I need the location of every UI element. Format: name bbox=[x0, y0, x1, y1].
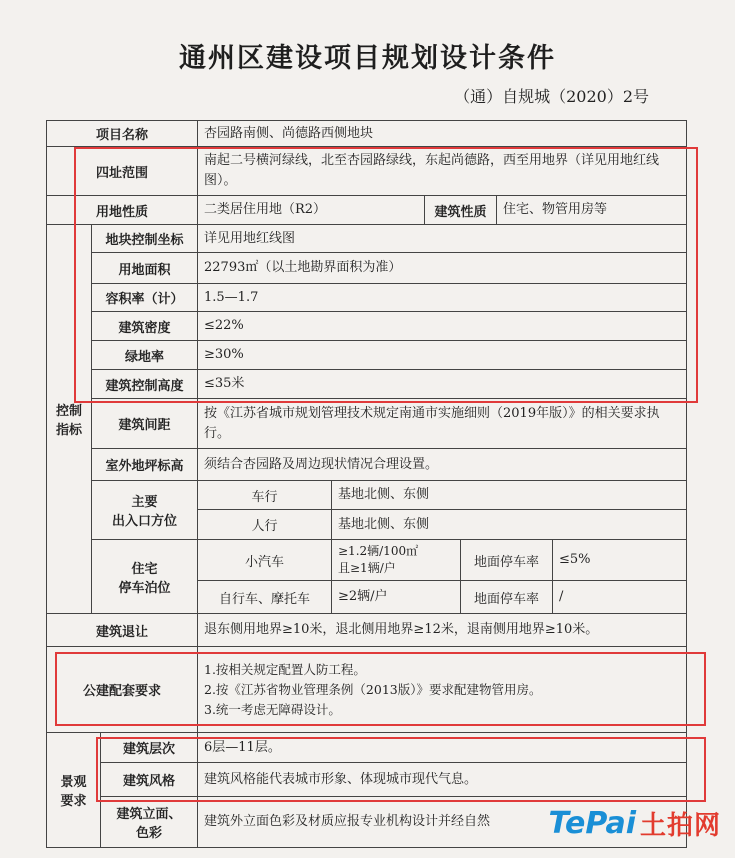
public-facilities-label: 公建配套要求 bbox=[46, 646, 198, 733]
setback-value: 退东侧用地界≥10米，退北侧用地界≥12米，退南侧用地界≥10米。 bbox=[197, 613, 687, 647]
document-number: （通）自规城（2020）2号 bbox=[454, 87, 649, 106]
coord-label: 地块控制坐标 bbox=[91, 224, 198, 253]
bike-label: 自行车、摩托车 bbox=[197, 580, 332, 614]
spacing-label: 建筑间距 bbox=[91, 398, 198, 449]
project-name-label: 项目名称 bbox=[46, 120, 198, 147]
facade-label: 建筑立面、 色彩 bbox=[100, 796, 198, 848]
facade-value: 建筑外立面色彩及材质应报专业机构设计并经自然 bbox=[197, 796, 687, 848]
entrance-label: 主要 出入口方位 bbox=[91, 480, 198, 540]
elevation-value: 须结合杏园路及周边现状情况合理设置。 bbox=[197, 448, 687, 481]
vehicle-label: 车行 bbox=[197, 480, 332, 510]
vehicle-value: 基地北侧、东侧 bbox=[331, 480, 687, 510]
height-value: ≤35米 bbox=[197, 369, 687, 399]
public-facilities-value: 1.按相关规定配置人防工程。 2.按《江苏省物业管理条例（2013版）》要求配建物管用房。 3.统一考虑无障碍设计。 bbox=[197, 646, 687, 733]
car-ground-value: ≤5% bbox=[552, 539, 687, 581]
style-label: 建筑风格 bbox=[100, 762, 198, 797]
pedestrian-value: 基地北侧、东侧 bbox=[331, 509, 687, 540]
floors-value: 6层—11层。 bbox=[197, 732, 687, 763]
floors-label: 建筑层次 bbox=[100, 732, 198, 763]
highlight-box-control bbox=[74, 147, 698, 403]
highlight-box-landscape bbox=[96, 737, 706, 802]
density-label: 建筑密度 bbox=[91, 311, 198, 341]
project-name-value: 杏园路南侧、尚德路西侧地块 bbox=[197, 120, 687, 147]
density-value: ≤22% bbox=[197, 311, 687, 341]
landscape-label: 景观 要求 bbox=[46, 732, 101, 848]
coord-value: 详见用地红线图 bbox=[197, 224, 687, 253]
land-use-value: 二类居住用地（R2） bbox=[197, 195, 425, 225]
green-value: ≥30% bbox=[197, 340, 687, 370]
pedestrian-label: 人行 bbox=[197, 509, 332, 540]
far-value: 1.5—1.7 bbox=[197, 283, 687, 312]
car-value: ≥1.2辆/100㎡ 且≥1辆/户 bbox=[331, 539, 461, 581]
document-title: 通州区建设项目规划设计条件 bbox=[179, 43, 556, 74]
elevation-label: 室外地坪标高 bbox=[91, 448, 198, 481]
car-label: 小汽车 bbox=[197, 539, 332, 581]
control-indicators-label: 控制 指标 bbox=[46, 224, 92, 614]
car-ground-label: 地面停车率 bbox=[460, 539, 553, 581]
land-use-label: 用地性质 bbox=[46, 195, 198, 225]
green-label: 绿地率 bbox=[91, 340, 198, 370]
height-label: 建筑控制高度 bbox=[91, 369, 198, 399]
spacing-value: 按《江苏省城市规划管理技术规定南通市实施细则（2019年版）》的相关要求执行。 bbox=[197, 398, 687, 449]
setback-label: 建筑退让 bbox=[46, 613, 198, 647]
boundary-label: 四址范围 bbox=[46, 146, 198, 196]
bike-value: ≥2辆/户 bbox=[331, 580, 461, 614]
building-nature-label: 建筑性质 bbox=[424, 195, 497, 225]
watermark-logo bbox=[548, 805, 721, 842]
bike-ground-label: 地面停车率 bbox=[460, 580, 553, 614]
style-value: 建筑风格能代表城市形象、体现城市现代气息。 bbox=[197, 762, 687, 797]
parking-label: 住宅 停车泊位 bbox=[91, 539, 198, 614]
boundary-value: 南起二号横河绿线，北至杏园路绿线，东起尚德路，西至用地界（详见用地红线图）。 bbox=[197, 146, 687, 196]
highlight-box-public bbox=[55, 652, 706, 726]
far-label: 容积率（计） bbox=[91, 283, 198, 312]
bike-ground-value: / bbox=[552, 580, 687, 614]
building-nature-value: 住宅、物管用房等 bbox=[496, 195, 687, 225]
area-label: 用地面积 bbox=[91, 252, 198, 284]
area-value: 22793㎡（以土地勘界面积为准） bbox=[197, 252, 687, 284]
watermark-chinese: 土拍网 bbox=[639, 811, 721, 841]
watermark-latin: TePai bbox=[548, 806, 636, 841]
